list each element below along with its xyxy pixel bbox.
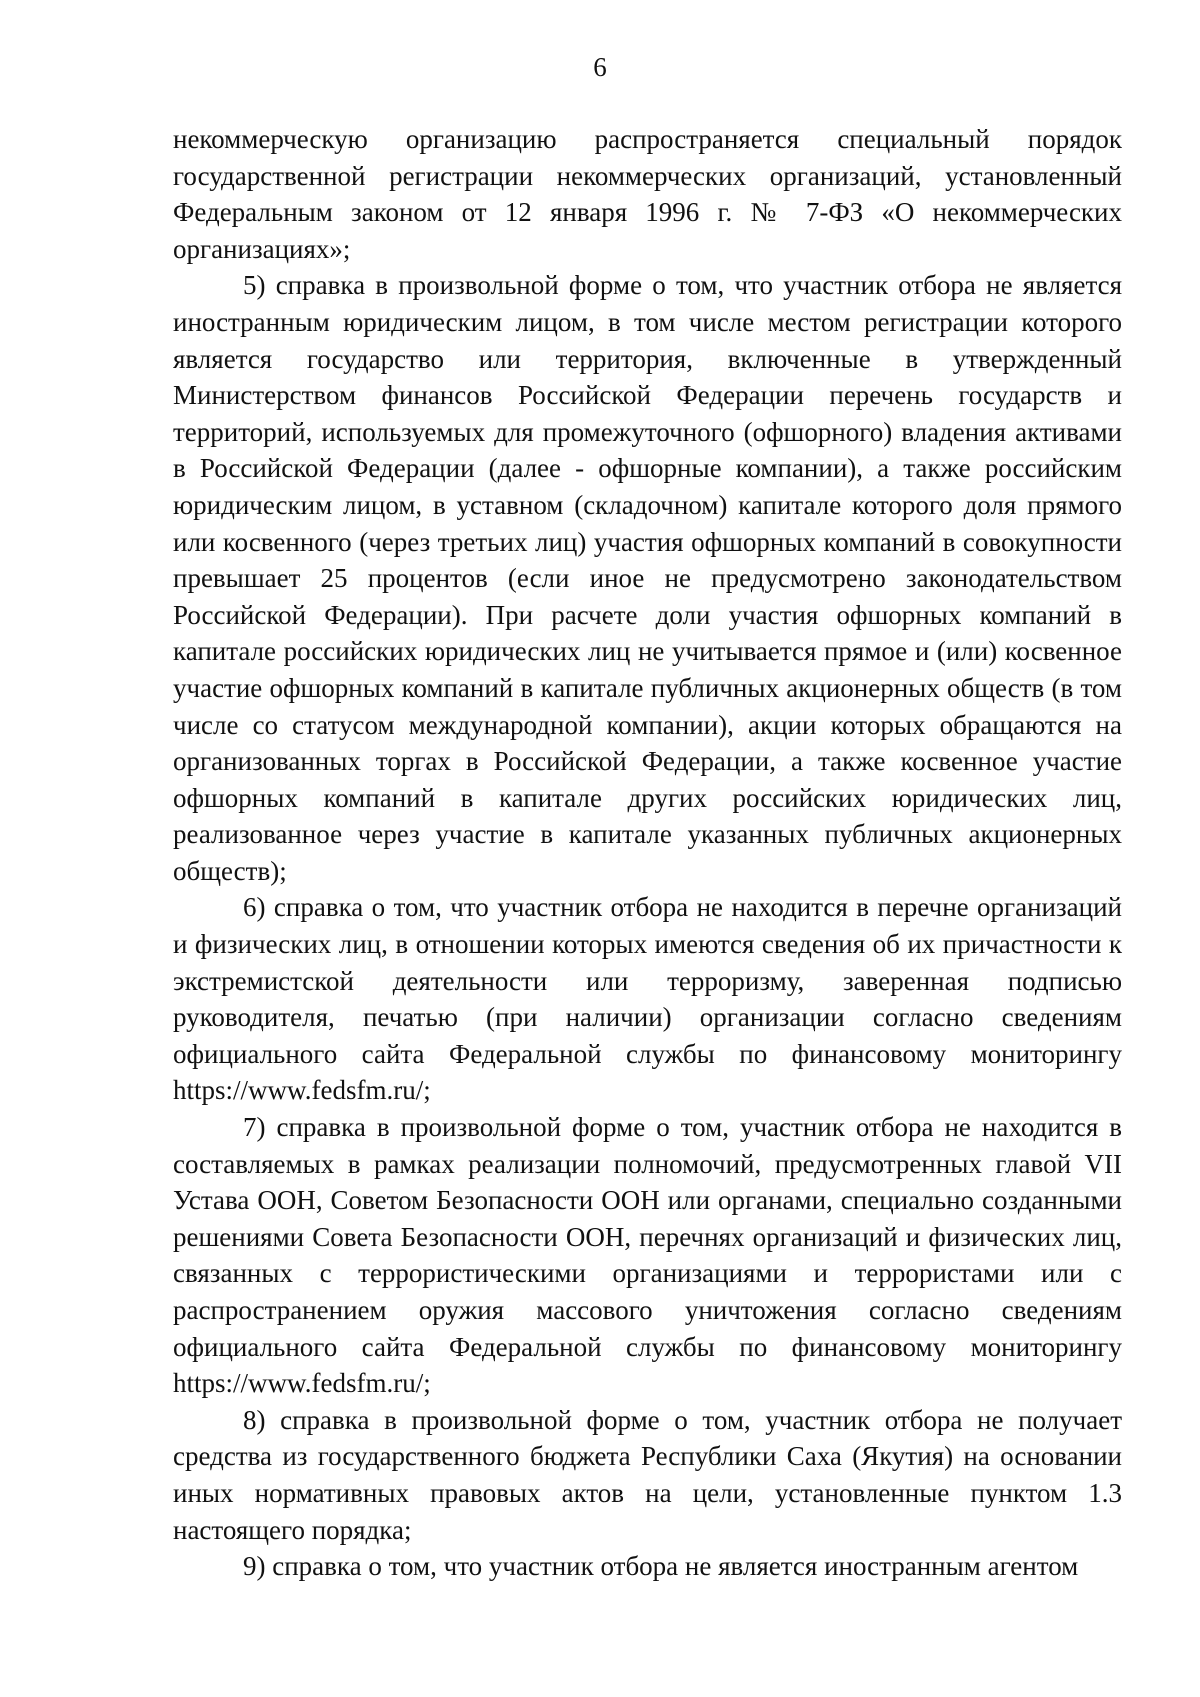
paragraph-item-9: 9) справка о том, что участник отбора не является иностранным агентом: [243, 1551, 1079, 1582]
paragraph-item-6: 6) справка о том, что участник отбора не находится в перечне организаций и физических лиц, в отношении которых имеются сведения об их причастности к экстремистской деятельности или терроризму, заверенная подписью руководителя, печатью (при наличии) организации согласно сведениям официального сайта Федеральной службы по финансовому мониторингу https://www.fedsfm.ru/;: [173, 892, 1122, 1106]
paragraph-item-8: 8) справка в произвольной форме о том, участник отбора не получает средства из государственного бюджета Республики Саха (Якутия) на основании иных нормативных правовых актов на цели, установленные пунктом 1.3 настоящего порядка;: [173, 1404, 1122, 1545]
page-number: 6: [593, 52, 607, 82]
paragraph-item-5: 5) справка в произвольной форме о том, что участник отбора не является иностранным юридическим лицом, в том числе местом регистрации которого является государство или территория, включенные в утвержденный Министерством финансов Российской Федерации перечень государств и территорий, используемых для промежуточного (офшорного) владения активами в Российской Федерации (далее - офшорные компании), а также российским юридическим лицом, в уставном (складочном) капитале которого доля прямого или косвенного (через третьих лиц) участия офшорных компаний в совокупности превышает 25 процентов (если иное не предусмотрено законодательством Российской Федерации). При расчете доли участия офшорных компаний в капитале российских юридических лиц не учитывается прямое и (или) косвенное участие офшорных компаний в капитале публичных акционерных обществ (в том числе со статусом международной компании), акции которых обращаются на организованных торгах в Российской Федерации, а также косвенное участие офшорных компаний в капитале других российских юридических лиц, реализованное через участие в капитале указанных публичных акционерных обществ);: [173, 270, 1122, 886]
paragraph-item-7: 7) справка в произвольной форме о том, участник отбора не находится в составляемых в рамках реализации полномочий, предусмотренных главой VII Устава ООН, Советом Безопасности ООН или органами, специально созданными решениями Совета Безопасности ООН, перечнях организаций и физических лиц, связанных с террористическими организациями и террористами или с распространением оружия массового уничтожения согласно сведениям официального сайта Федеральной службы по финансовому мониторингу https://www.fedsfm.ru/;: [173, 1112, 1122, 1399]
document-body: [173, 121, 1122, 1585]
paragraph-continuation: некоммерческую организацию распространяется специальный порядок государственной регистрации некоммерческих организаций, установленный Федеральным законом от 12 января 1996 г. № 7-ФЗ «О некоммерческих организациях»;: [173, 124, 1122, 264]
